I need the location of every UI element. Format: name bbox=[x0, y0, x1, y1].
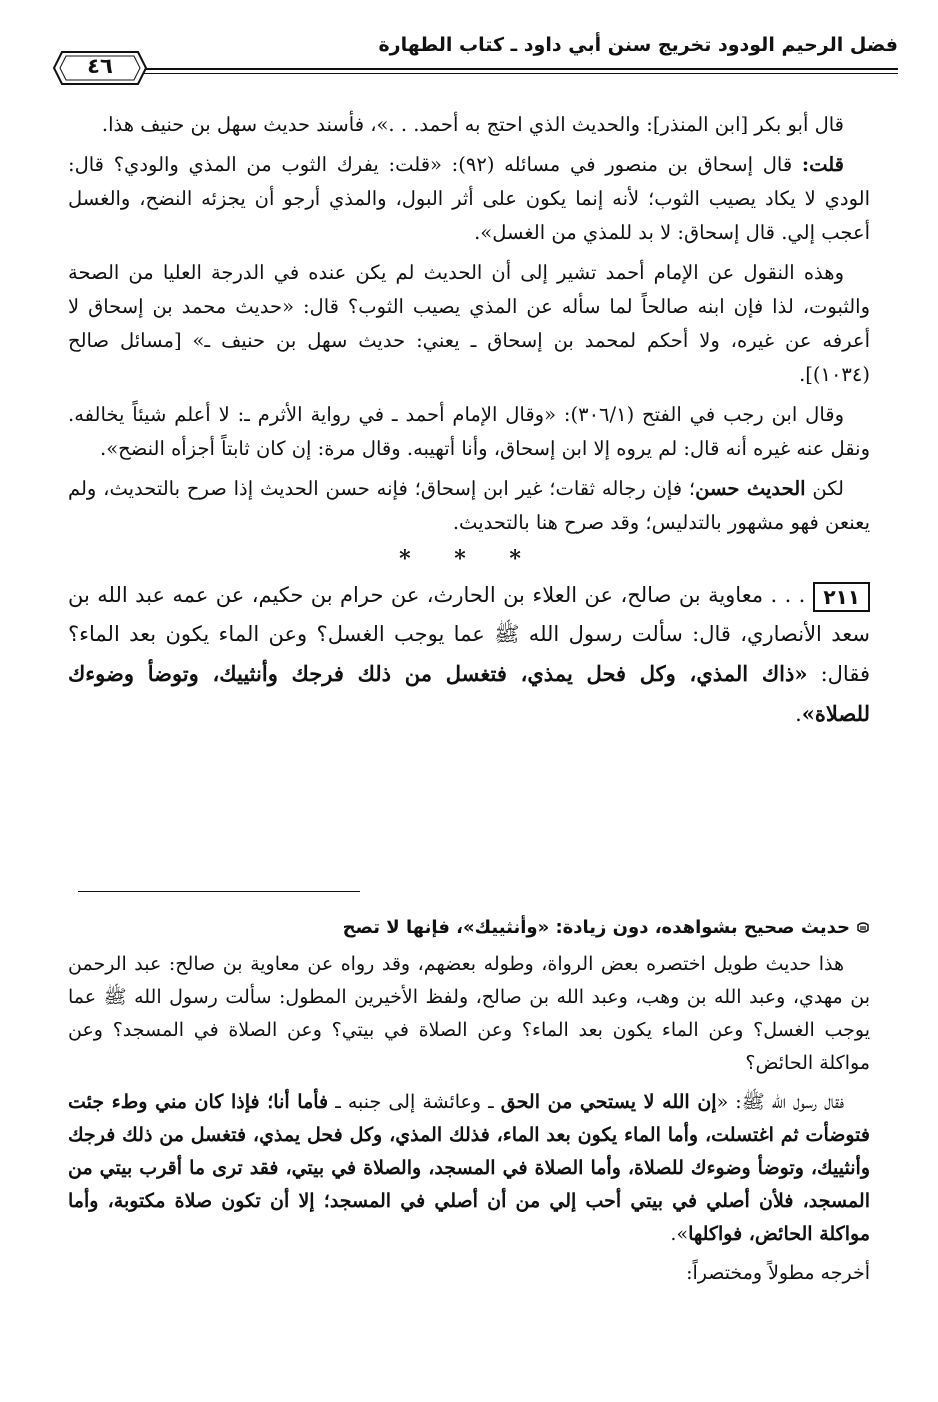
paragraph-text: قال إسحاق بن منصور في مسائله (٩٢): «قلت: يفرك الثوب من المذي والودي؟ قال: الودي لا يكاد يصيب الثوب؛ لأنه إنما يكون على أثر البول، والمذي أرجو أن يجزئه النضح، والغسل أعجب إلي. قال إسحاق: لا بد للمذي من الغسل». bbox=[68, 153, 870, 244]
paragraph-text: فقال رسول الله ﷺ: « bbox=[716, 1091, 845, 1113]
page-number-badge bbox=[52, 50, 148, 86]
paragraph-text: ؛ فإن رجاله ثقات؛ غير ابن إسحاق؛ فإنه حسن الحديث إذا صرح بالتحديث، ولم يعنعن فهو مشهور بالتدليس؛ وقد صرح هنا بالتحديث. bbox=[68, 477, 870, 534]
paragraph: وقال ابن رجب في الفتح (٣٠٦/١): «وقال الإمام أحمد ـ في رواية الأثرم ـ: لا أعلم شيئاً يخالفه. ونقل عنه غيره أنه قال: لم يروه إلا ابن إسحاق، وأنا أتهيبه. وقال مرة: إن كان ثابتاً أجزأه النضح». bbox=[68, 403, 870, 460]
hadith-number: ٢١١ bbox=[813, 582, 870, 612]
paragraph bbox=[68, 1086, 870, 1251]
footnote-divider bbox=[78, 891, 360, 892]
paragraph: أخرجه مطولاً ومختصراً: bbox=[686, 1262, 870, 1284]
hadith-chain: . . . معاوية بن صالح، عن العلاء بن الحارث، عن حرام بن حكيم، عن عمه عبد الله بن سعد الأنصاري، قال: سألت رسول الله ﷺ عما يوجب الغسل؟ وعن الماء يكون بعد الماء؟ فقال: bbox=[68, 583, 870, 686]
paragraph-emphasis: فأما أنا؛ فإذا كان مني وطء جئت فتوضأت ثم اغتسلت، وأما الماء يكون بعد الماء، فذلك المذي، وكل فحل يمذي، فتغسل من ذلك فرجك وأنثييك، وتوضأ وضوءك للصلاة، وأما الصلاة في المسجد، والصلاة في بيتي، فقد ترى ما أقرب بيتي من المسجد، فلأن أصلي في بيتي أحب إلي من أن أصلي في المسجد؛ إلا أن تكون صلاة مكتوبة، وأما مواكلة الحائض، فواكلها bbox=[68, 1091, 870, 1245]
page-number: ٤٦ bbox=[87, 54, 113, 78]
paragraph-text: لكن bbox=[805, 477, 844, 500]
paragraph: وهذه النقول عن الإمام أحمد تشير إلى أن الحديث لم يكن عنده في الدرجة العليا من الصحة والثبوت، لذا فإن ابنه صالحاً لما سأله عن المذي يصيب الثوب؟ قال: «حديث محمد بن إسحاق لا أعرفه عن غيره، ولا أحكم لمحمد بن إسحاق ـ يعني: حديث سهل بن حنيف ـ» [مسائل صالح (١٠٣٤)]. bbox=[68, 261, 870, 386]
header-rule bbox=[80, 68, 898, 70]
hadith-text bbox=[68, 576, 870, 734]
paragraph-text: ـ وعائشة إلى جنبه ـ bbox=[328, 1091, 501, 1113]
page-header bbox=[40, 34, 898, 94]
paragraph: قال أبو بكر [ابن المنذر]: والحديث الذي احتج به أحمد. . .»، فأسند حديث سهل بن حنيف هذا. bbox=[101, 113, 844, 136]
paragraph bbox=[68, 472, 870, 540]
paragraph-emphasis: الحديث حسن bbox=[695, 477, 806, 500]
section-separator: * * * bbox=[399, 546, 539, 572]
grade-text: حديث صحيح بشواهده، دون زيادة: «وأنثييك»، فإنها لا تصح bbox=[342, 917, 850, 938]
paragraph: هذا حديث طويل اختصره بعض الرواة، وطوله بعضهم، وقد رواه عن معاوية بن صالح: عبد الرحمن بن مهدي، وعبد الله بن وهب، وعبد الله بن صالح، ولفظ الأخيرين المطول: سألت رسول الله ﷺ عما يوجب الغسل؟ وعن الماء يكون بعد الماء؟ وعن الصلاة في بيتي؟ وعن الصلاة في المسجد؟ وعن مواكلة الحائض؟ bbox=[68, 953, 870, 1074]
paragraph-lead: قلت: bbox=[801, 153, 844, 176]
commentary bbox=[68, 912, 870, 1296]
ornament-icon bbox=[856, 921, 870, 935]
main-text bbox=[68, 108, 870, 740]
paragraph bbox=[68, 148, 870, 250]
hadith-grade bbox=[68, 912, 870, 944]
header-rule-thin bbox=[80, 73, 898, 74]
paragraph-text: ». bbox=[670, 1223, 689, 1245]
hadith-matn: «ذاك المذي، وكل فحل يمذي، فتغسل من ذلك فرجك وأنثييك، وتوضأ وضوءك للصلاة» bbox=[68, 661, 870, 726]
hadith-end: . bbox=[795, 702, 802, 726]
paragraph-emphasis: إن الله لا يستحي من الحق bbox=[500, 1091, 717, 1113]
running-title: فضل الرحيم الودود تخريج سنن أبي داود ـ كتاب الطهارة bbox=[378, 34, 898, 56]
